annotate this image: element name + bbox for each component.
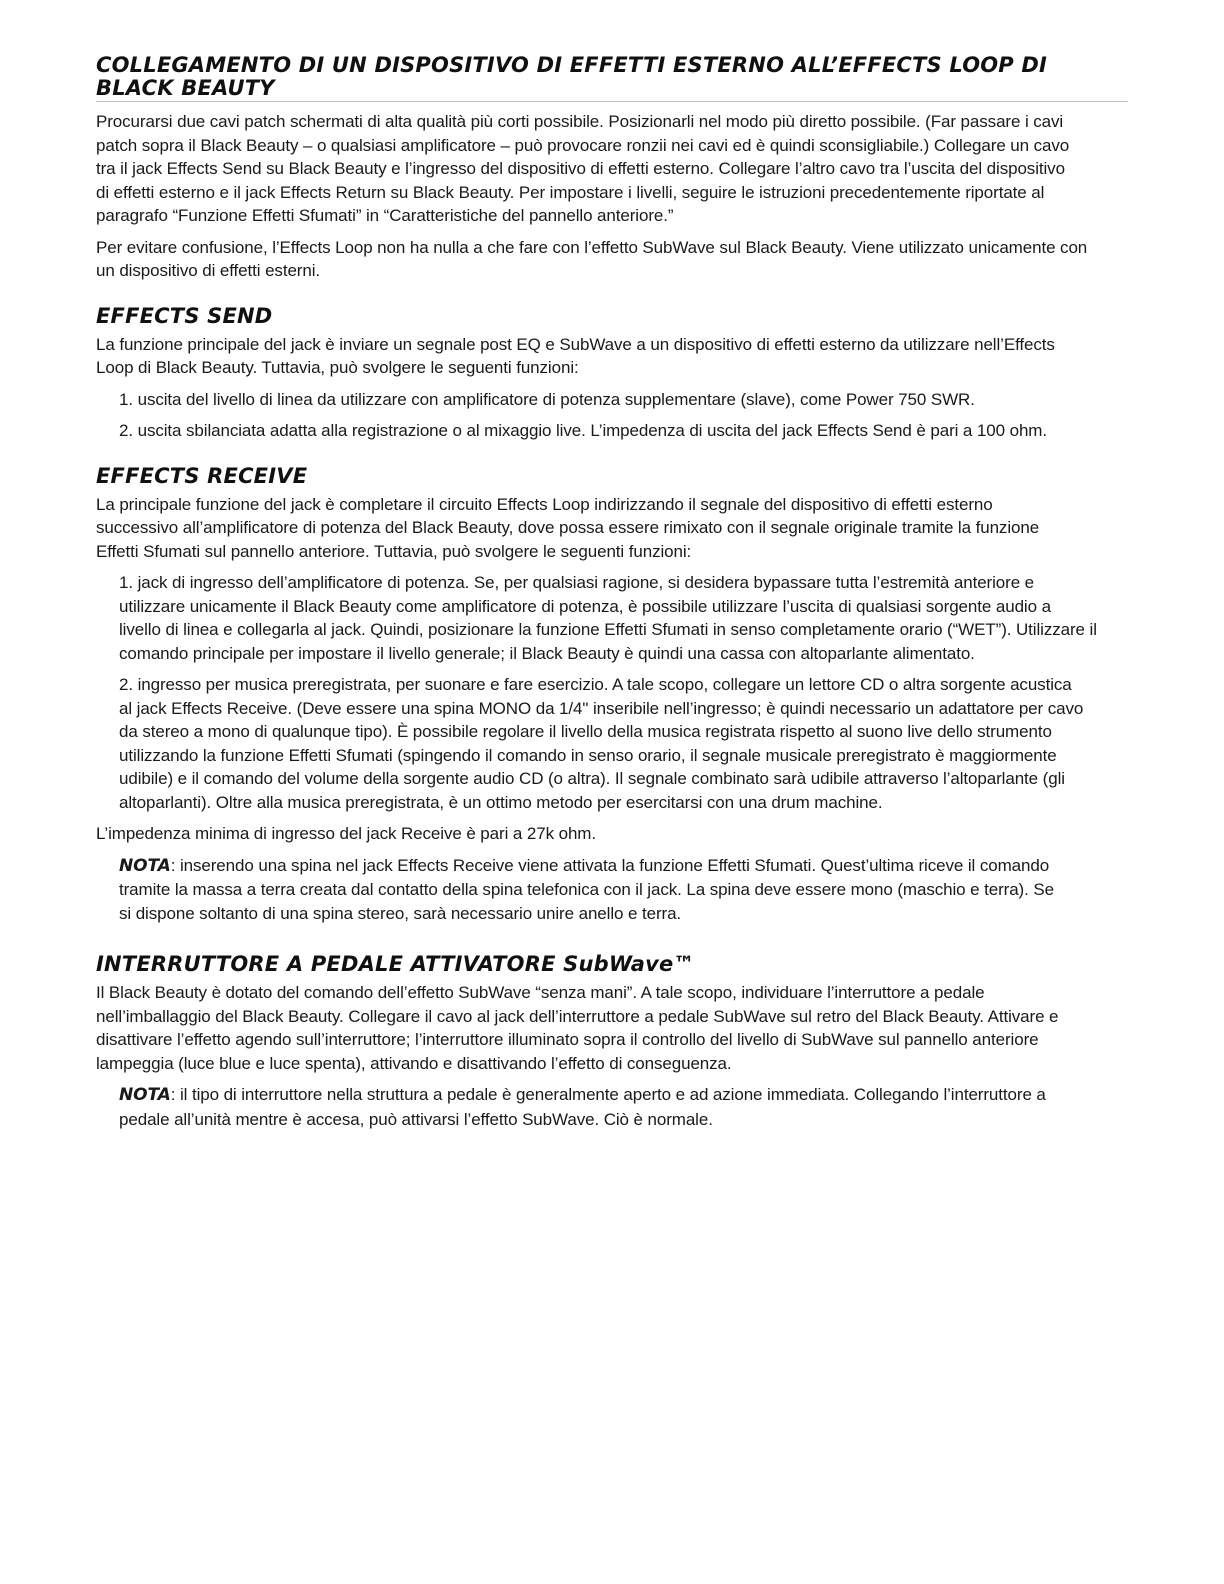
effects-send-list-item-2: 2. uscita sbilanciata adatta alla registrazione o al mixaggio live. L’impedenza di uscita del jack Effects Send è pari a 100 ohm.: [119, 421, 1047, 440]
section-title-effects-receive: EFFECTS RECEIVE: [96, 463, 308, 488]
subwave-pedal-intro: Il Black Beauty è dotato del comando dell’effetto SubWave “senza mani”. A tale scopo, individuare l’interruttore a pedale nell’imballaggio del Black Beauty. Collegare il cavo al jack dell’interruttore a pedale SubWave sul retro del Black Beauty. Attivare e disattivare l’effetto agendo sull’interruttore; l’interruttore illuminato sopra il controllo del livello di SubWave sul pannello anteriore lampeggia (luce blue e luce spenta), attivando e disattivando l’effetto di conseguenza.: [96, 983, 1059, 1073]
effects-send-intro: La funzione principale del jack è inviare un segnale post EQ e SubWave a un dispositivo di effetti esterno da utilizzare nell’Effects Loop di Black Beauty. Tuttavia, può svolgere le seguenti funzioni:: [96, 334, 1055, 377]
note-text: : inserendo una spina nel jack Effects Receive viene attivata la funzione Effetti Sfumati. Quest’ultima riceve il comando tramite la massa a terra creata dal contatto della spina telefonica con il jack. La spina deve essere mono (maschio e terra). Se si dispone soltanto di una spina stereo, sarà necessario unire anello e terra.: [119, 855, 1054, 923]
effects-receive-intro: La principale funzione del jack è completare il circuito Effects Loop indirizzando il segnale del dispositivo di effetti esterno successivo all’amplificatore di potenza del Black Beauty, dove possa essere rimixato con il segnale originale tramite la funzione Effetti Sfumati sul pannello anteriore. Tuttavia, può svolgere le seguenti funzioni:: [96, 494, 1040, 561]
effects-loop-paragraph-1: Procurarsi due cavi patch schermati di alta qualità più corti possibile. Posizionarli nel modo più diretto possibile. (Far passare i cavi patch sopra il Black Beauty – o qualsiasi amplificatore – può provocare ronzii nei cavi ed è quindi sconsigliabile.) Collegare un cavo tra il jack Effects Send su Black Beauty e l’ingresso del dispositivo di effetti esterno. Collegare l’altro cavo tra l’uscita del dispositivo di effetti esterno e il jack Effects Return su Black Beauty. Per impostare i livelli, seguire le istruzioni precedentemente riportate al paragrafo “Funzione Effetti Sfumati” in “Caratteristiche del pannello anteriore.”: [96, 112, 1070, 225]
note-text: : il tipo di interruttore nella struttura a pedale è generalmente aperto e ad azione immediata. Collegando l’interruttore a pedale all’unità mentre è accesa, può attivarsi l’effetto SubWave. Ciò è normale.: [119, 1085, 1046, 1129]
subwave-pedal-note: [119, 1083, 1128, 1131]
effects-receive-impedance: L’impedenza minima di ingresso del jack Receive è pari a 27k ohm.: [96, 824, 596, 843]
section-title-effects-loop: COLLEGAMENTO DI UN DISPOSITIVO DI EFFETTI ESTERNO ALL’EFFECTS LOOP DI BLACK BEAUTY: [96, 54, 1128, 102]
section-title-effects-send: EFFECTS SEND: [96, 303, 273, 328]
note-label: NOTA: [119, 855, 171, 876]
document-page: [96, 54, 1128, 1139]
effects-receive-note: [119, 854, 1128, 926]
effects-receive-list-item-1: 1. jack di ingresso dell’amplificatore di potenza. Se, per qualsiasi ragione, si desidera bypassare tutta l’estremità anteriore e utilizzare unicamente il Black Beauty come amplificatore di potenza, è possibile utilizzare l’uscita di qualsiasi sorgente audio a livello di linea e collegarla al jack. Quindi, posizionare la funzione Effetti Sfumati in senso completamente orario (“WET”). Utilizzare il comando principale per impostare il livello generale; il Black Beauty è quindi una cassa con altoparlante alimentato.: [119, 573, 1097, 663]
section-title-subwave-pedal: INTERRUTTORE A PEDALE ATTIVATORE SubWave™: [96, 952, 695, 976]
effects-receive-list-item-2: 2. ingresso per musica preregistrata, per suonare e fare esercizio. A tale scopo, collegare un lettore CD o altra sorgente acustica al jack Effects Receive. (Deve essere una spina MONO da 1/4" inseribile nell’ingresso; è quindi necessario un adattatore per cavo da stereo a mono di qualunque tipo). È possibile regolare il livello della musica registrata rispetto al suono live dello strumento utilizzando la funzione Effetti Sfumati (spingendo il comando in senso orario, il segnale musicale preregistrato è maggiormente udibile) e il comando del volume della sorgente audio CD (o altra). Il segnale combinato sarà udibile attraverso l’altoparlante (gli altoparlanti). Oltre alla musica preregistrata, è un ottimo metodo per esercitarsi con una drum machine.: [119, 675, 1084, 812]
note-label: NOTA: [119, 1085, 171, 1105]
effects-send-list-item-1: 1. uscita del livello di linea da utilizzare con amplificatore di potenza supplementare (slave), come Power 750 SWR.: [119, 389, 975, 409]
effects-loop-paragraph-2: Per evitare confusione, l’Effects Loop non ha nulla a che fare con l’effetto SubWave sul Black Beauty. Viene utilizzato unicamente con un dispositivo di effetti esterni.: [96, 237, 1088, 280]
